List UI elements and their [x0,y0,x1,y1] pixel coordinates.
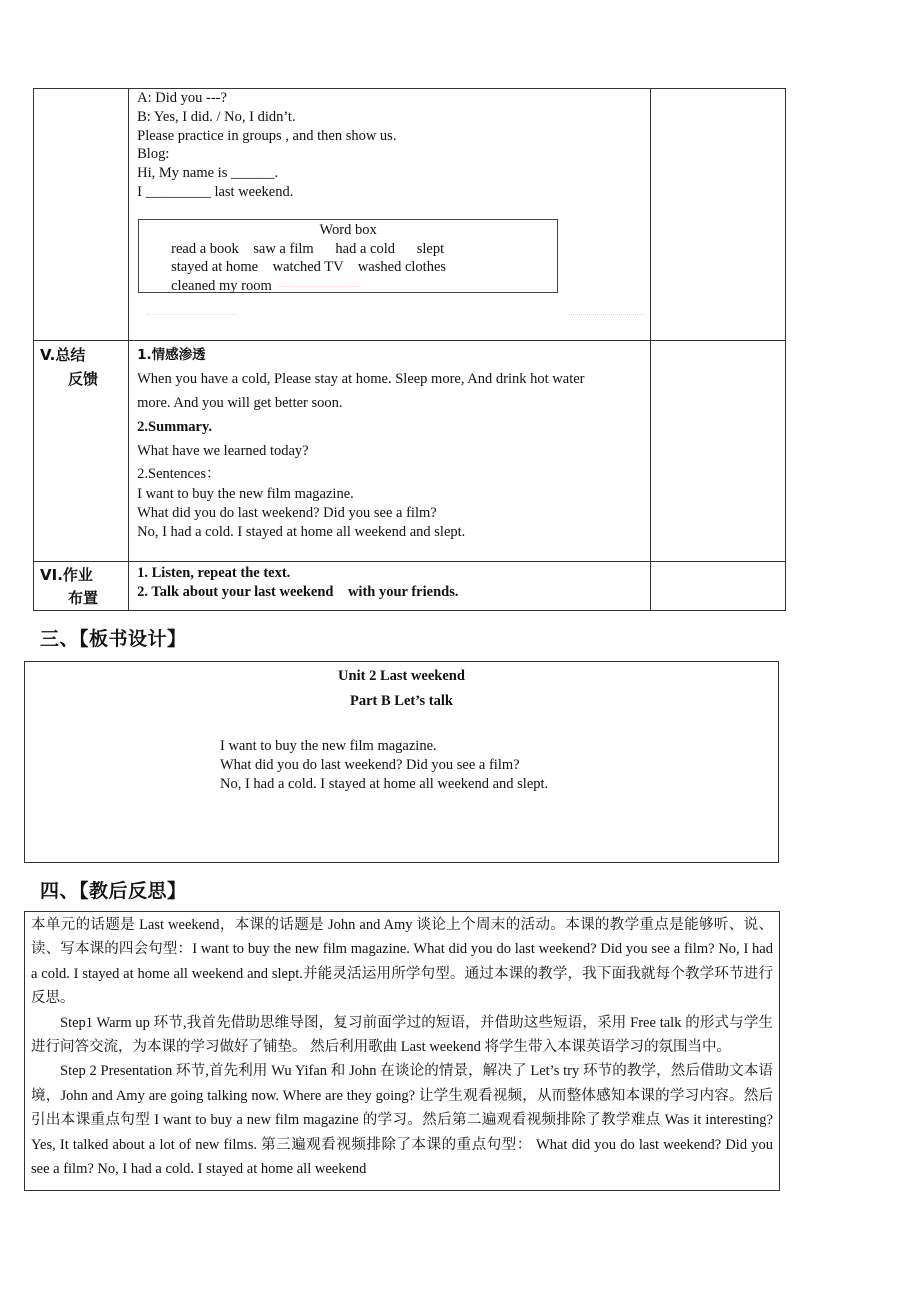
reflection-paragraph: Step1 Warm up 环节,我首先借助思维导图，复习前面学过的短语，并借助这些短语，采用 Free talk 的形式与学生进行问答交流，为本课的学习做好了铺垫。 然后利用歌曲 Last weekend 将学生带入本课英语学习的氛围当中。 [31,1014,773,1056]
dialogue-line: Please practice in groups , and then show us. [137,127,397,144]
word-box-row: cleaned my room [171,278,272,295]
dialogue-line: Hi, My name is ______. [137,165,279,182]
key-sentence: What did you do last weekend? Did you see a film? [137,504,437,521]
board-sentences [220,737,548,793]
content-cell [129,562,651,611]
dialogue-line: Blog: [137,146,170,163]
dialogue-line: B: Yes, I did. / No, I didn’t. [137,108,296,125]
board-title: Unit 2 Last weekend [338,668,465,684]
emotion-text: When you have a cold, Please stay at home. Sleep more, And drink hot water [137,371,585,387]
reflection-heading: 四、【教后反思】 [40,880,187,902]
word-box-title: Word box [319,221,377,238]
board-design-heading: 三、【板书设计】 [40,628,187,650]
homework-item: 1. Listen, repeat the text. [137,565,291,581]
stage-cell [34,562,129,611]
board-sentence: I want to buy the new film magazine. [220,738,437,754]
stage-label-line1: VI.作业 [40,566,93,584]
stage-cell [34,341,129,562]
notes-cell [650,341,785,562]
key-sentence: No, I had a cold. I stayed at home all weekend and slept. [137,523,466,540]
notes-cell [650,89,785,341]
dotted-guide [279,286,359,287]
word-box-row: read a book saw a film had a cold slept [171,240,445,257]
reflection-paragraph: Step 2 Presentation 环节,首先利用 Wu Yifan 和 John 在谈论的情景，解决了 Let’s try 环节的教学，然后借助文本语境，John and Amy are going talking now. Where are they going? 让学生观看视频，从而整体感知本课的学习内容。然后引出本课重点句型 I want to buy a new film magazine 的学习。然后第二遍观看视频排除了教学难点 Was it interesting? Yes, It talked about a lot of new films. 第三遍观看视频排除了本课的重点句型： What did you do last weekend? Did you see a film? No, I had a cold. I stayed at home all weekend [31,1063,773,1178]
board-sentence: No, I had a cold. I stayed at home all weekend and slept. [220,775,549,792]
summary-question: What have we learned today? [137,443,309,459]
table-row-summary [34,341,786,562]
board-design-box [24,661,779,863]
lesson-plan-table [33,88,786,611]
homework-item: 2. Talk about your last weekend with your friends. [137,583,459,600]
dotted-guide [569,314,644,315]
sentences-heading: 2.Sentences： [137,466,221,482]
dotted-guide [147,314,237,315]
board-subtitle: Part B Let’s talk [350,693,453,709]
stage-label-line2: 反馈 [68,370,99,388]
notes-cell [650,562,785,611]
section-heading-summary: 2.Summary. [137,419,213,435]
dialogue-line: I _________ last weekend. [137,183,294,200]
board-sentence: What did you do last weekend? Did you see a film? [220,756,520,773]
stage-cell [34,89,129,341]
stage-label [34,341,128,391]
content-cell [129,341,651,562]
table-row-dialogue [34,89,786,341]
stage-label [34,562,128,610]
word-box-row: stayed at home watched TV washed clothes [171,259,447,276]
stage-label-line1: V.总结 [40,346,86,364]
dialogue-line: A: Did you ---? [137,90,227,106]
emotion-text: more. And you will get better soon. [137,395,343,411]
key-sentence: I want to buy the new film magazine. [137,486,354,502]
section-heading-emotion: 1.情感渗透 [137,347,206,363]
reflection-box [24,911,780,1191]
stage-label-line2: 布置 [68,589,99,607]
table-row-homework [34,562,786,611]
reflection-paragraph: 本单元的话题是 Last weekend，本课的话题是 John and Amy 谈论上个周末的活动。本课的教学重点是能够听、说、读、写本课的四会句型：I want to buy the new film magazine. What did you do last weekend? Did you see a film? No, I had a cold. I stayed at home all weekend and slept.并能灵活运用所学句型。通过本课的教学，我下面我就每个教学环节进行反思。 [31,917,773,1007]
content-cell [129,89,651,341]
word-box [138,219,558,293]
